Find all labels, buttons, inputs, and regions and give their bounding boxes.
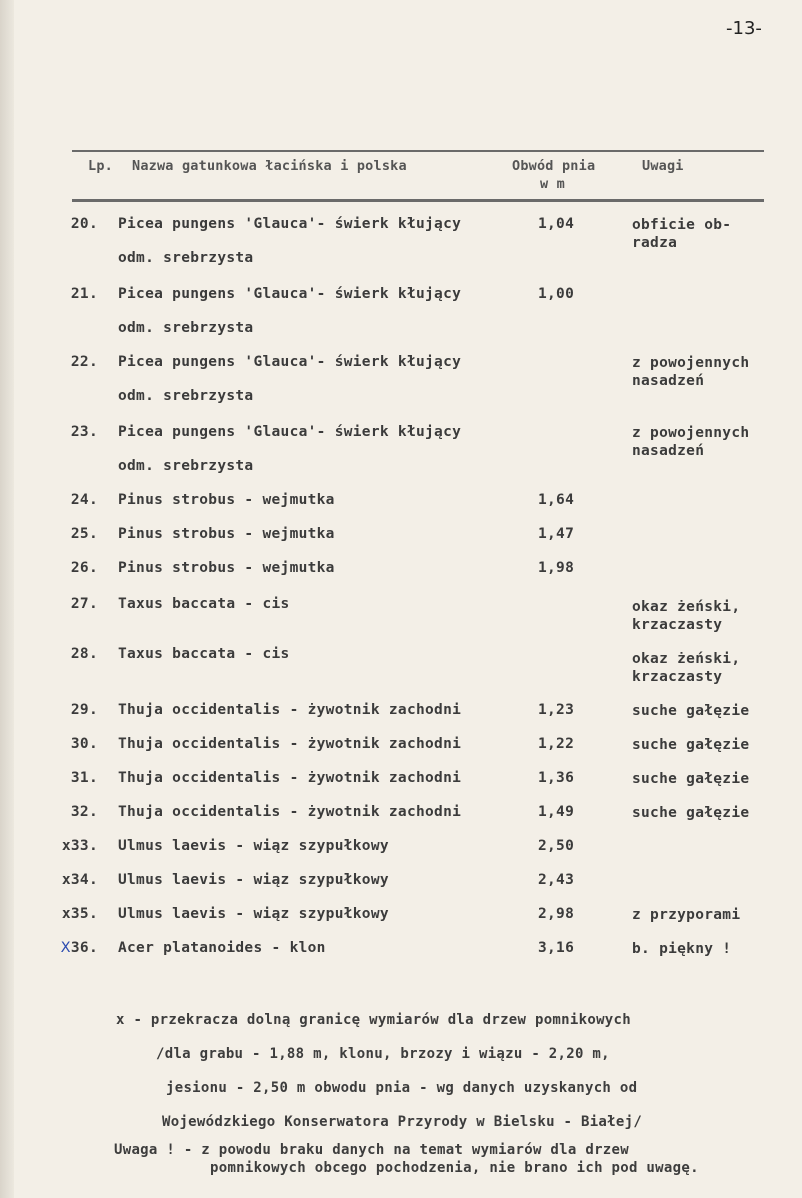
girth-value: 1,23 — [538, 702, 575, 718]
species-name: Pinus strobus - wejmutka — [118, 526, 335, 542]
header-name: Nazwa gatunkowa łacińska i polska — [132, 158, 407, 174]
species-name: Ulmus laevis - wiąz szypułkowy — [118, 838, 389, 854]
species-name: Picea pungens 'Glauca'- świerk kłujący — [118, 286, 462, 302]
row-number: x35. — [61, 906, 98, 922]
header-top-rule — [72, 150, 764, 152]
species-name: Pinus strobus - wejmutka — [118, 560, 335, 576]
row-number: 22. — [70, 354, 98, 370]
page-number: -13- — [726, 18, 762, 39]
row-note: z powojennych nasadzeń — [632, 355, 750, 389]
girth-value: 1,64 — [538, 492, 575, 508]
header-girth-line2: w m — [540, 176, 565, 192]
row-number: 27. — [70, 596, 98, 612]
row-number: 30. — [70, 736, 98, 752]
row-note: suche gałęzie — [632, 703, 750, 719]
row-number-wrap — [61, 940, 98, 956]
species-name-cont: odm. srebrzysta — [118, 458, 254, 474]
row-number: 26. — [70, 560, 98, 576]
row-note: suche gałęzie — [632, 805, 750, 821]
footnote-line: /dla grabu - 1,88 m, klonu, brzozy i wiązu - 2,20 m, — [156, 1046, 610, 1062]
row-number: 36. — [70, 940, 98, 956]
species-name: Thuja occidentalis - żywotnik zachodni — [118, 770, 462, 786]
row-number: 31. — [70, 770, 98, 786]
row-note: z przyporami — [632, 907, 741, 923]
header-notes: Uwagi — [642, 158, 684, 174]
footnote-line: Wojewódzkiego Konserwatora Przyrody w Bielsku - Białej/ — [162, 1114, 643, 1130]
header-bottom-rule — [72, 199, 764, 202]
handwritten-x-mark: X — [60, 940, 71, 956]
row-number: 32. — [70, 804, 98, 820]
girth-value: 1,22 — [538, 736, 575, 752]
species-name: Taxus baccata - cis — [118, 646, 290, 662]
row-note: suche gałęzie — [632, 737, 750, 753]
species-name-cont: odm. srebrzysta — [118, 388, 254, 404]
paper-edge — [0, 0, 14, 1198]
species-name: Picea pungens 'Glauca'- świerk kłujący — [118, 354, 462, 370]
row-number: x34. — [61, 872, 98, 888]
row-number: x33. — [61, 838, 98, 854]
girth-value: 1,04 — [538, 216, 575, 232]
species-name-cont: odm. srebrzysta — [118, 250, 254, 266]
species-name: Taxus baccata - cis — [118, 596, 290, 612]
footnote-remark-cont: pomnikowych obcego pochodzenia, nie brano ich pod uwagę. — [210, 1160, 699, 1176]
girth-value: 2,43 — [538, 872, 575, 888]
row-note: okaz żeński, krzaczasty — [632, 651, 741, 685]
girth-value: 3,16 — [538, 940, 575, 956]
species-name: Picea pungens 'Glauca'- świerk kłujący — [118, 424, 462, 440]
girth-value: 2,50 — [538, 838, 575, 854]
girth-value: 1,49 — [538, 804, 575, 820]
girth-value: 2,98 — [538, 906, 575, 922]
row-number: 28. — [70, 646, 98, 662]
row-number: 21. — [70, 286, 98, 302]
row-note: b. piękny ! — [632, 941, 732, 957]
species-name: Pinus strobus - wejmutka — [118, 492, 335, 508]
row-number: 29. — [70, 702, 98, 718]
girth-value: 1,47 — [538, 526, 575, 542]
species-name: Ulmus laevis - wiąz szypułkowy — [118, 872, 389, 888]
species-name: Acer platanoides - klon — [118, 940, 326, 956]
species-name: Picea pungens 'Glauca'- świerk kłujący — [118, 216, 462, 232]
row-note: obficie ob- radza — [632, 217, 732, 251]
header-lp: Lp. — [88, 158, 113, 174]
girth-value: 1,36 — [538, 770, 575, 786]
row-note: okaz żeński, krzaczasty — [632, 599, 741, 633]
row-number: 25. — [70, 526, 98, 542]
footnote-line: x - przekracza dolną granicę wymiarów dla drzew pomnikowych — [116, 1012, 631, 1028]
species-name-cont: odm. srebrzysta — [118, 320, 254, 336]
row-number: 20. — [70, 216, 98, 232]
row-note: suche gałęzie — [632, 771, 750, 787]
girth-value: 1,00 — [538, 286, 575, 302]
footnote-line: jesionu - 2,50 m obwodu pnia - wg danych uzyskanych od — [166, 1080, 638, 1096]
row-number: 24. — [70, 492, 98, 508]
row-number: 23. — [70, 424, 98, 440]
header-girth-line1: Obwód pnia — [512, 158, 596, 174]
row-note: z powojennych nasadzeń — [632, 425, 750, 459]
girth-value: 1,98 — [538, 560, 575, 576]
species-name: Thuja occidentalis - żywotnik zachodni — [118, 702, 462, 718]
species-name: Thuja occidentalis - żywotnik zachodni — [118, 736, 462, 752]
species-name: Ulmus laevis - wiąz szypułkowy — [118, 906, 389, 922]
species-name: Thuja occidentalis - żywotnik zachodni — [118, 804, 462, 820]
footnote-remark: Uwaga ! - z powodu braku danych na temat wymiarów dla drzew — [114, 1142, 629, 1158]
